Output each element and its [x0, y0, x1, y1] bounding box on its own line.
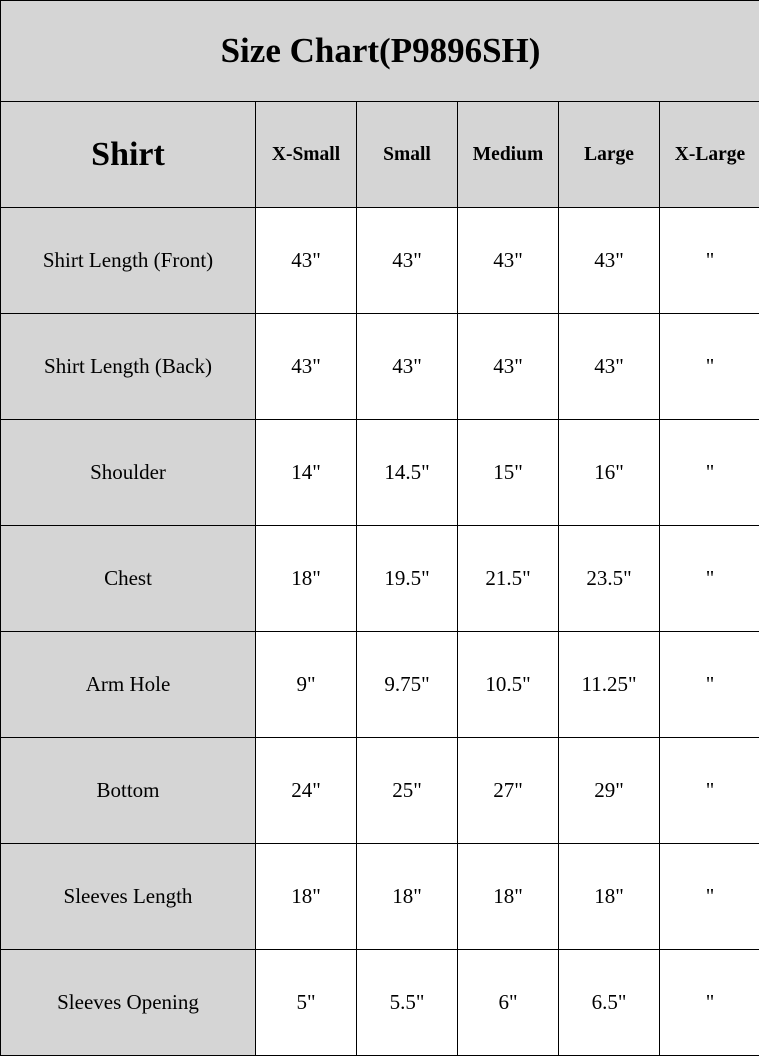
cell-value: 14" — [256, 420, 357, 526]
cell-value: 24" — [256, 738, 357, 844]
table-row — [1, 950, 759, 1056]
cell-value: 43" — [357, 314, 458, 420]
cell-value: 43" — [559, 208, 660, 314]
row-label-sleeves-opening: Sleeves Opening — [1, 950, 256, 1056]
header-size-x-large: X-Large — [660, 102, 759, 208]
table-row — [1, 420, 759, 526]
cell-value: 27" — [458, 738, 559, 844]
cell-value: 18" — [458, 844, 559, 950]
table-header-row — [1, 102, 759, 208]
cell-value: 10.5" — [458, 632, 559, 738]
cell-value: 19.5" — [357, 526, 458, 632]
table-row — [1, 632, 759, 738]
header-category-label: Shirt — [1, 102, 256, 208]
page-title: Size Chart(P9896SH) — [1, 1, 759, 102]
cell-value: " — [660, 420, 759, 526]
header-size-x-small: X-Small — [256, 102, 357, 208]
cell-value: 5.5" — [357, 950, 458, 1056]
cell-value: " — [660, 632, 759, 738]
cell-value: 43" — [357, 208, 458, 314]
table-row — [1, 526, 759, 632]
row-label-bottom: Bottom — [1, 738, 256, 844]
cell-value: " — [660, 314, 759, 420]
cell-value: " — [660, 208, 759, 314]
header-size-medium: Medium — [458, 102, 559, 208]
table-row — [1, 738, 759, 844]
cell-value: 29" — [559, 738, 660, 844]
row-label-shoulder: Shoulder — [1, 420, 256, 526]
row-label-sleeves-length: Sleeves Length — [1, 844, 256, 950]
cell-value: 43" — [559, 314, 660, 420]
cell-value: 6.5" — [559, 950, 660, 1056]
table-row — [1, 208, 759, 314]
cell-value: 14.5" — [357, 420, 458, 526]
cell-value: 6" — [458, 950, 559, 1056]
cell-value: 18" — [256, 526, 357, 632]
row-label-chest: Chest — [1, 526, 256, 632]
cell-value: 9.75" — [357, 632, 458, 738]
cell-value: 25" — [357, 738, 458, 844]
cell-value: " — [660, 844, 759, 950]
title-row — [1, 1, 759, 102]
row-label-arm-hole: Arm Hole — [1, 632, 256, 738]
cell-value: " — [660, 738, 759, 844]
row-label-shirt-length-front: Shirt Length (Front) — [1, 208, 256, 314]
cell-value: 15" — [458, 420, 559, 526]
cell-value: 18" — [256, 844, 357, 950]
cell-value: " — [660, 950, 759, 1056]
header-size-large: Large — [559, 102, 660, 208]
cell-value: 21.5" — [458, 526, 559, 632]
cell-value: 18" — [559, 844, 660, 950]
cell-value: 43" — [256, 208, 357, 314]
cell-value: 11.25" — [559, 632, 660, 738]
cell-value: " — [660, 526, 759, 632]
header-size-small: Small — [357, 102, 458, 208]
cell-value: 43" — [256, 314, 357, 420]
cell-value: 9" — [256, 632, 357, 738]
cell-value: 5" — [256, 950, 357, 1056]
table-row — [1, 844, 759, 950]
cell-value: 18" — [357, 844, 458, 950]
table-row — [1, 314, 759, 420]
row-label-shirt-length-back: Shirt Length (Back) — [1, 314, 256, 420]
cell-value: 23.5" — [559, 526, 660, 632]
cell-value: 16" — [559, 420, 660, 526]
cell-value: 43" — [458, 314, 559, 420]
cell-value: 43" — [458, 208, 559, 314]
